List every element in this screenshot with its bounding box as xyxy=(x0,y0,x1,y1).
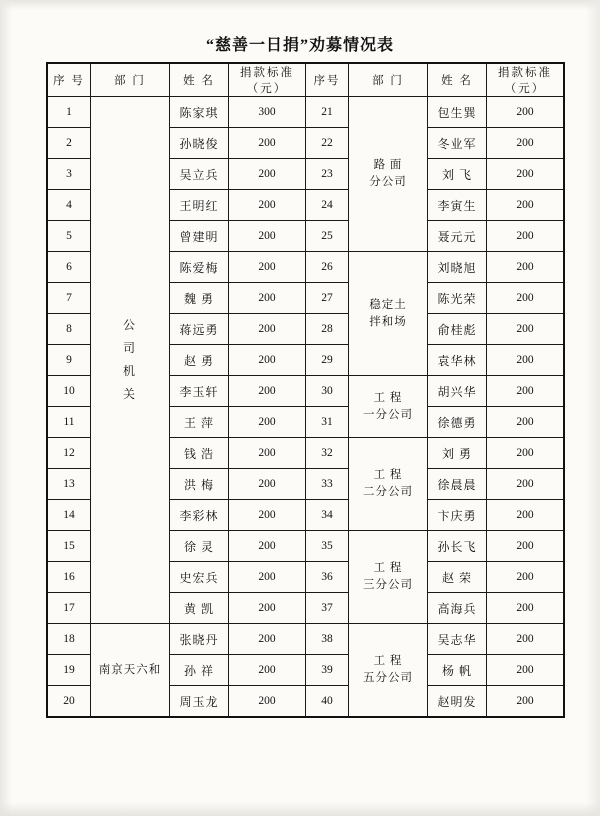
cell-seq-right: 29 xyxy=(306,345,349,376)
donation-table-container xyxy=(46,62,554,718)
cell-seq-left: 7 xyxy=(47,283,91,314)
cell-amount-right: 200 xyxy=(487,562,565,593)
cell-seq-left: 10 xyxy=(47,376,91,407)
cell-name-right: 卞庆勇 xyxy=(428,500,487,531)
cell-amount-right: 200 xyxy=(487,190,565,221)
cell-name-right: 刘 飞 xyxy=(428,159,487,190)
cell-name-right: 杨 帆 xyxy=(428,655,487,686)
cell-amount-left: 200 xyxy=(229,686,306,718)
cell-amount-right: 200 xyxy=(487,345,565,376)
cell-name-right: 胡兴华 xyxy=(428,376,487,407)
table-body xyxy=(47,97,564,718)
cell-seq-right: 30 xyxy=(306,376,349,407)
cell-amount-left: 200 xyxy=(229,500,306,531)
cell-seq-left: 15 xyxy=(47,531,91,562)
cell-name-right: 刘 勇 xyxy=(428,438,487,469)
cell-name-right: 吴志华 xyxy=(428,624,487,655)
cell-seq-right: 22 xyxy=(306,128,349,159)
cell-name-right: 李寅生 xyxy=(428,190,487,221)
cell-name-right: 聂元元 xyxy=(428,221,487,252)
cell-name-right: 冬业军 xyxy=(428,128,487,159)
cell-seq-right: 34 xyxy=(306,500,349,531)
header-name-right: 姓 名 xyxy=(428,63,487,97)
cell-dept-right: 工 程 三分公司 xyxy=(349,531,428,624)
cell-name-right: 赵明发 xyxy=(428,686,487,718)
cell-name-left: 李彩林 xyxy=(170,500,229,531)
table-header xyxy=(47,63,564,97)
cell-seq-right: 24 xyxy=(306,190,349,221)
cell-amount-left: 200 xyxy=(229,314,306,345)
header-amount-left: 捐款标准（元） xyxy=(229,63,306,97)
header-seq-left: 序 号 xyxy=(47,63,91,97)
cell-name-left: 李玉轩 xyxy=(170,376,229,407)
cell-amount-left: 200 xyxy=(229,128,306,159)
cell-name-left: 孙 祥 xyxy=(170,655,229,686)
cell-amount-right: 200 xyxy=(487,593,565,624)
cell-seq-right: 40 xyxy=(306,686,349,718)
cell-amount-right: 200 xyxy=(487,500,565,531)
header-dept-right: 部 门 xyxy=(349,63,428,97)
cell-seq-right: 35 xyxy=(306,531,349,562)
cell-seq-right: 38 xyxy=(306,624,349,655)
cell-name-left: 吴立兵 xyxy=(170,159,229,190)
page-title: “慈善一日捐”劝募情况表 xyxy=(205,37,394,54)
cell-seq-right: 39 xyxy=(306,655,349,686)
cell-amount-left: 200 xyxy=(229,159,306,190)
cell-seq-left: 20 xyxy=(47,686,91,718)
cell-name-left: 徐 灵 xyxy=(170,531,229,562)
cell-dept-right: 稳定土 拌和场 xyxy=(349,252,428,376)
cell-name-left: 钱 浩 xyxy=(170,438,229,469)
cell-name-left: 洪 梅 xyxy=(170,469,229,500)
cell-seq-right: 28 xyxy=(306,314,349,345)
cell-name-left: 蒋远勇 xyxy=(170,314,229,345)
cell-seq-left: 19 xyxy=(47,655,91,686)
cell-seq-left: 14 xyxy=(47,500,91,531)
cell-dept-right: 工 程 五分公司 xyxy=(349,624,428,718)
cell-amount-left: 200 xyxy=(229,190,306,221)
cell-name-right: 孙长飞 xyxy=(428,531,487,562)
cell-amount-right: 200 xyxy=(487,97,565,128)
scan-edge-left xyxy=(0,0,12,816)
cell-name-left: 王明红 xyxy=(170,190,229,221)
cell-amount-right: 200 xyxy=(487,252,565,283)
cell-name-left: 魏 勇 xyxy=(170,283,229,314)
cell-seq-right: 27 xyxy=(306,283,349,314)
cell-seq-left: 17 xyxy=(47,593,91,624)
cell-amount-left: 200 xyxy=(229,345,306,376)
cell-seq-left: 1 xyxy=(47,97,91,128)
cell-name-right: 袁华林 xyxy=(428,345,487,376)
cell-dept-right: 工 程 二分公司 xyxy=(349,438,428,531)
cell-seq-left: 16 xyxy=(47,562,91,593)
cell-seq-left: 13 xyxy=(47,469,91,500)
cell-amount-right: 200 xyxy=(487,221,565,252)
cell-dept-left: 南京天六和 xyxy=(91,624,170,718)
cell-seq-left: 6 xyxy=(47,252,91,283)
cell-amount-right: 200 xyxy=(487,469,565,500)
cell-seq-right: 33 xyxy=(306,469,349,500)
scan-edge-bottom xyxy=(0,802,600,816)
cell-amount-right: 200 xyxy=(487,655,565,686)
cell-seq-left: 8 xyxy=(47,314,91,345)
cell-amount-right: 200 xyxy=(487,376,565,407)
cell-name-right: 包生巽 xyxy=(428,97,487,128)
cell-seq-left: 11 xyxy=(47,407,91,438)
cell-amount-right: 200 xyxy=(487,438,565,469)
cell-name-right: 赵 荣 xyxy=(428,562,487,593)
cell-name-left: 王 萍 xyxy=(170,407,229,438)
cell-seq-right: 32 xyxy=(306,438,349,469)
donation-table xyxy=(46,62,565,718)
cell-seq-right: 36 xyxy=(306,562,349,593)
cell-dept-right: 工 程 一分公司 xyxy=(349,376,428,438)
cell-seq-right: 21 xyxy=(306,97,349,128)
table-header-row xyxy=(47,63,564,97)
scan-edge-top xyxy=(0,0,600,10)
cell-amount-right: 200 xyxy=(487,624,565,655)
cell-amount-right: 200 xyxy=(487,314,565,345)
cell-amount-right: 200 xyxy=(487,407,565,438)
cell-name-left: 史宏兵 xyxy=(170,562,229,593)
cell-amount-left: 200 xyxy=(229,283,306,314)
cell-dept-right: 路 面 分公司 xyxy=(349,97,428,252)
cell-name-left: 黄 凯 xyxy=(170,593,229,624)
cell-amount-left: 200 xyxy=(229,531,306,562)
cell-amount-left: 300 xyxy=(229,97,306,128)
cell-seq-left: 9 xyxy=(47,345,91,376)
cell-seq-left: 2 xyxy=(47,128,91,159)
cell-amount-left: 200 xyxy=(229,469,306,500)
header-dept-left: 部 门 xyxy=(91,63,170,97)
cell-seq-right: 25 xyxy=(306,221,349,252)
header-amount-right: 捐款标准（元） xyxy=(487,63,565,97)
cell-name-right: 徐晨晨 xyxy=(428,469,487,500)
cell-seq-left: 4 xyxy=(47,190,91,221)
table-row xyxy=(47,97,564,128)
cell-amount-left: 200 xyxy=(229,593,306,624)
cell-name-right: 刘晓旭 xyxy=(428,252,487,283)
cell-seq-left: 5 xyxy=(47,221,91,252)
cell-name-right: 陈光荣 xyxy=(428,283,487,314)
cell-dept-left: 公 司 机 关 xyxy=(91,97,170,624)
cell-name-left: 陈爱梅 xyxy=(170,252,229,283)
cell-amount-right: 200 xyxy=(487,159,565,190)
cell-name-left: 孙晓俊 xyxy=(170,128,229,159)
cell-seq-right: 37 xyxy=(306,593,349,624)
cell-name-left: 周玉龙 xyxy=(170,686,229,718)
cell-name-right: 徐德勇 xyxy=(428,407,487,438)
cell-name-left: 赵 勇 xyxy=(170,345,229,376)
cell-amount-left: 200 xyxy=(229,221,306,252)
cell-name-right: 高海兵 xyxy=(428,593,487,624)
scan-edge-right xyxy=(586,0,600,816)
cell-seq-right: 31 xyxy=(306,407,349,438)
cell-name-left: 张晓丹 xyxy=(170,624,229,655)
cell-amount-left: 200 xyxy=(229,376,306,407)
cell-name-right: 俞桂彪 xyxy=(428,314,487,345)
cell-name-left: 曾建明 xyxy=(170,221,229,252)
cell-amount-left: 200 xyxy=(229,562,306,593)
cell-amount-left: 200 xyxy=(229,655,306,686)
header-name-left: 姓 名 xyxy=(170,63,229,97)
cell-amount-right: 200 xyxy=(487,283,565,314)
header-seq-right: 序号 xyxy=(306,63,349,97)
cell-seq-left: 18 xyxy=(47,624,91,655)
cell-amount-right: 200 xyxy=(487,686,565,718)
cell-amount-left: 200 xyxy=(229,624,306,655)
cell-seq-left: 3 xyxy=(47,159,91,190)
cell-seq-right: 26 xyxy=(306,252,349,283)
table-row xyxy=(47,624,564,655)
cell-name-left: 陈家琪 xyxy=(170,97,229,128)
cell-seq-left: 12 xyxy=(47,438,91,469)
cell-seq-right: 23 xyxy=(306,159,349,190)
cell-amount-right: 200 xyxy=(487,128,565,159)
cell-amount-right: 200 xyxy=(487,531,565,562)
cell-amount-left: 200 xyxy=(229,252,306,283)
cell-amount-left: 200 xyxy=(229,438,306,469)
cell-amount-left: 200 xyxy=(229,407,306,438)
